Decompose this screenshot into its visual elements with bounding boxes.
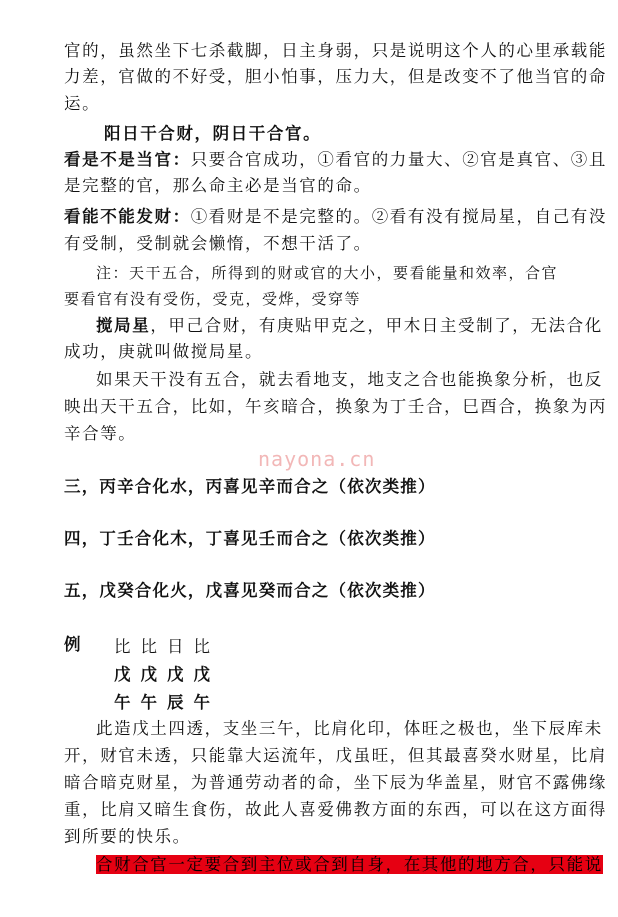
note-line2: 要看官有没有受伤，受克，受烨，受穿等 xyxy=(64,290,362,308)
wealth-line2: 有受制，受制就会懒惰，不想干活了。 xyxy=(64,234,372,253)
rule-heading: 阳日干合财，阴日干合官。 xyxy=(104,124,322,143)
spoiler-text: ，甲己合财，有庚贴甲克之，甲木日主受制了，无法合化 xyxy=(150,316,603,335)
official-text: 只要合官成功，①看官的力量大、②官是真官、③且 xyxy=(190,150,608,169)
example-ten-gods: 比比日比 xyxy=(114,637,220,656)
official-line2: 是完整的官，那么命主必是当官的命。 xyxy=(64,176,372,195)
analysis-line5: 到所要的快乐。 xyxy=(64,827,191,846)
branch-line3: 辛合等。 xyxy=(64,424,137,443)
spoiler-line1 xyxy=(96,313,603,339)
analysis-line3: 暗合暗克财星，为普通劳动者的命，坐下辰为华盖星，财官不露佛缘 xyxy=(64,773,607,792)
paragraph1-line2: 力差，官做的不好受，胆小怕事，压力大，但是改变不了他当官的命 xyxy=(64,67,607,86)
example-label: 例 xyxy=(64,635,81,654)
branch-line2: 映出天干五合，比如，午亥暗合，换象为丁壬合，巳酉合，换象为丙 xyxy=(64,397,607,416)
official-line1 xyxy=(64,147,607,173)
wealth-line1 xyxy=(64,204,607,230)
note-line1: 注：天干五合，所得到的财或官的大小，要看能量和效率，合官 xyxy=(96,264,559,282)
section-heading-5: 五，戊癸合化火，戊喜见癸而合之（依次类推） xyxy=(64,581,436,600)
section-heading-4: 四，丁壬合化木，丁喜见壬而合之（依次类推） xyxy=(64,529,436,548)
paragraph1-line3: 运。 xyxy=(64,94,101,113)
branch-line1: 如果天干没有五合，就去看地支，地支之合也能换象分析，也反 xyxy=(96,370,603,389)
example-stems: 戊戊戊戊 xyxy=(114,665,220,684)
spoiler-label: 搅局星 xyxy=(96,316,151,335)
watermark: nayona.cn xyxy=(258,447,376,471)
official-label: 看是不是当官： xyxy=(64,150,191,169)
section-heading-3: 三，丙辛合化水，丙喜见辛而合之（依次类推） xyxy=(64,477,436,496)
analysis-line1: 此造戊土四透，支坐三午，比肩化印，体旺之极也，坐下辰库未 xyxy=(96,719,603,738)
example-branches: 午午辰午 xyxy=(114,693,220,712)
analysis-line2: 开，财官未透，只能靠大运流年，戊虽旺，但其最喜癸水财星，比肩 xyxy=(64,746,607,765)
paragraph1-line1: 官的，虽然坐下七杀截脚，日主身弱，只是说明这个人的心里承载能 xyxy=(64,41,607,60)
red-highlight: 合财合官一定要合到主位或合到自身，在其他的地方合，只能说 xyxy=(96,855,603,874)
spoiler-line2: 成功，庚就叫做搅局星。 xyxy=(64,342,264,361)
highlighted-line xyxy=(96,852,603,878)
analysis-line4: 重，比肩又暗生食伤，故此人喜爱佛教方面的东西，可以在这方面得 xyxy=(64,800,607,819)
wealth-text: ①看财是不是完整的。②看有没有搅局星，自己有没 xyxy=(190,207,608,226)
wealth-label: 看能不能发财： xyxy=(64,207,191,226)
